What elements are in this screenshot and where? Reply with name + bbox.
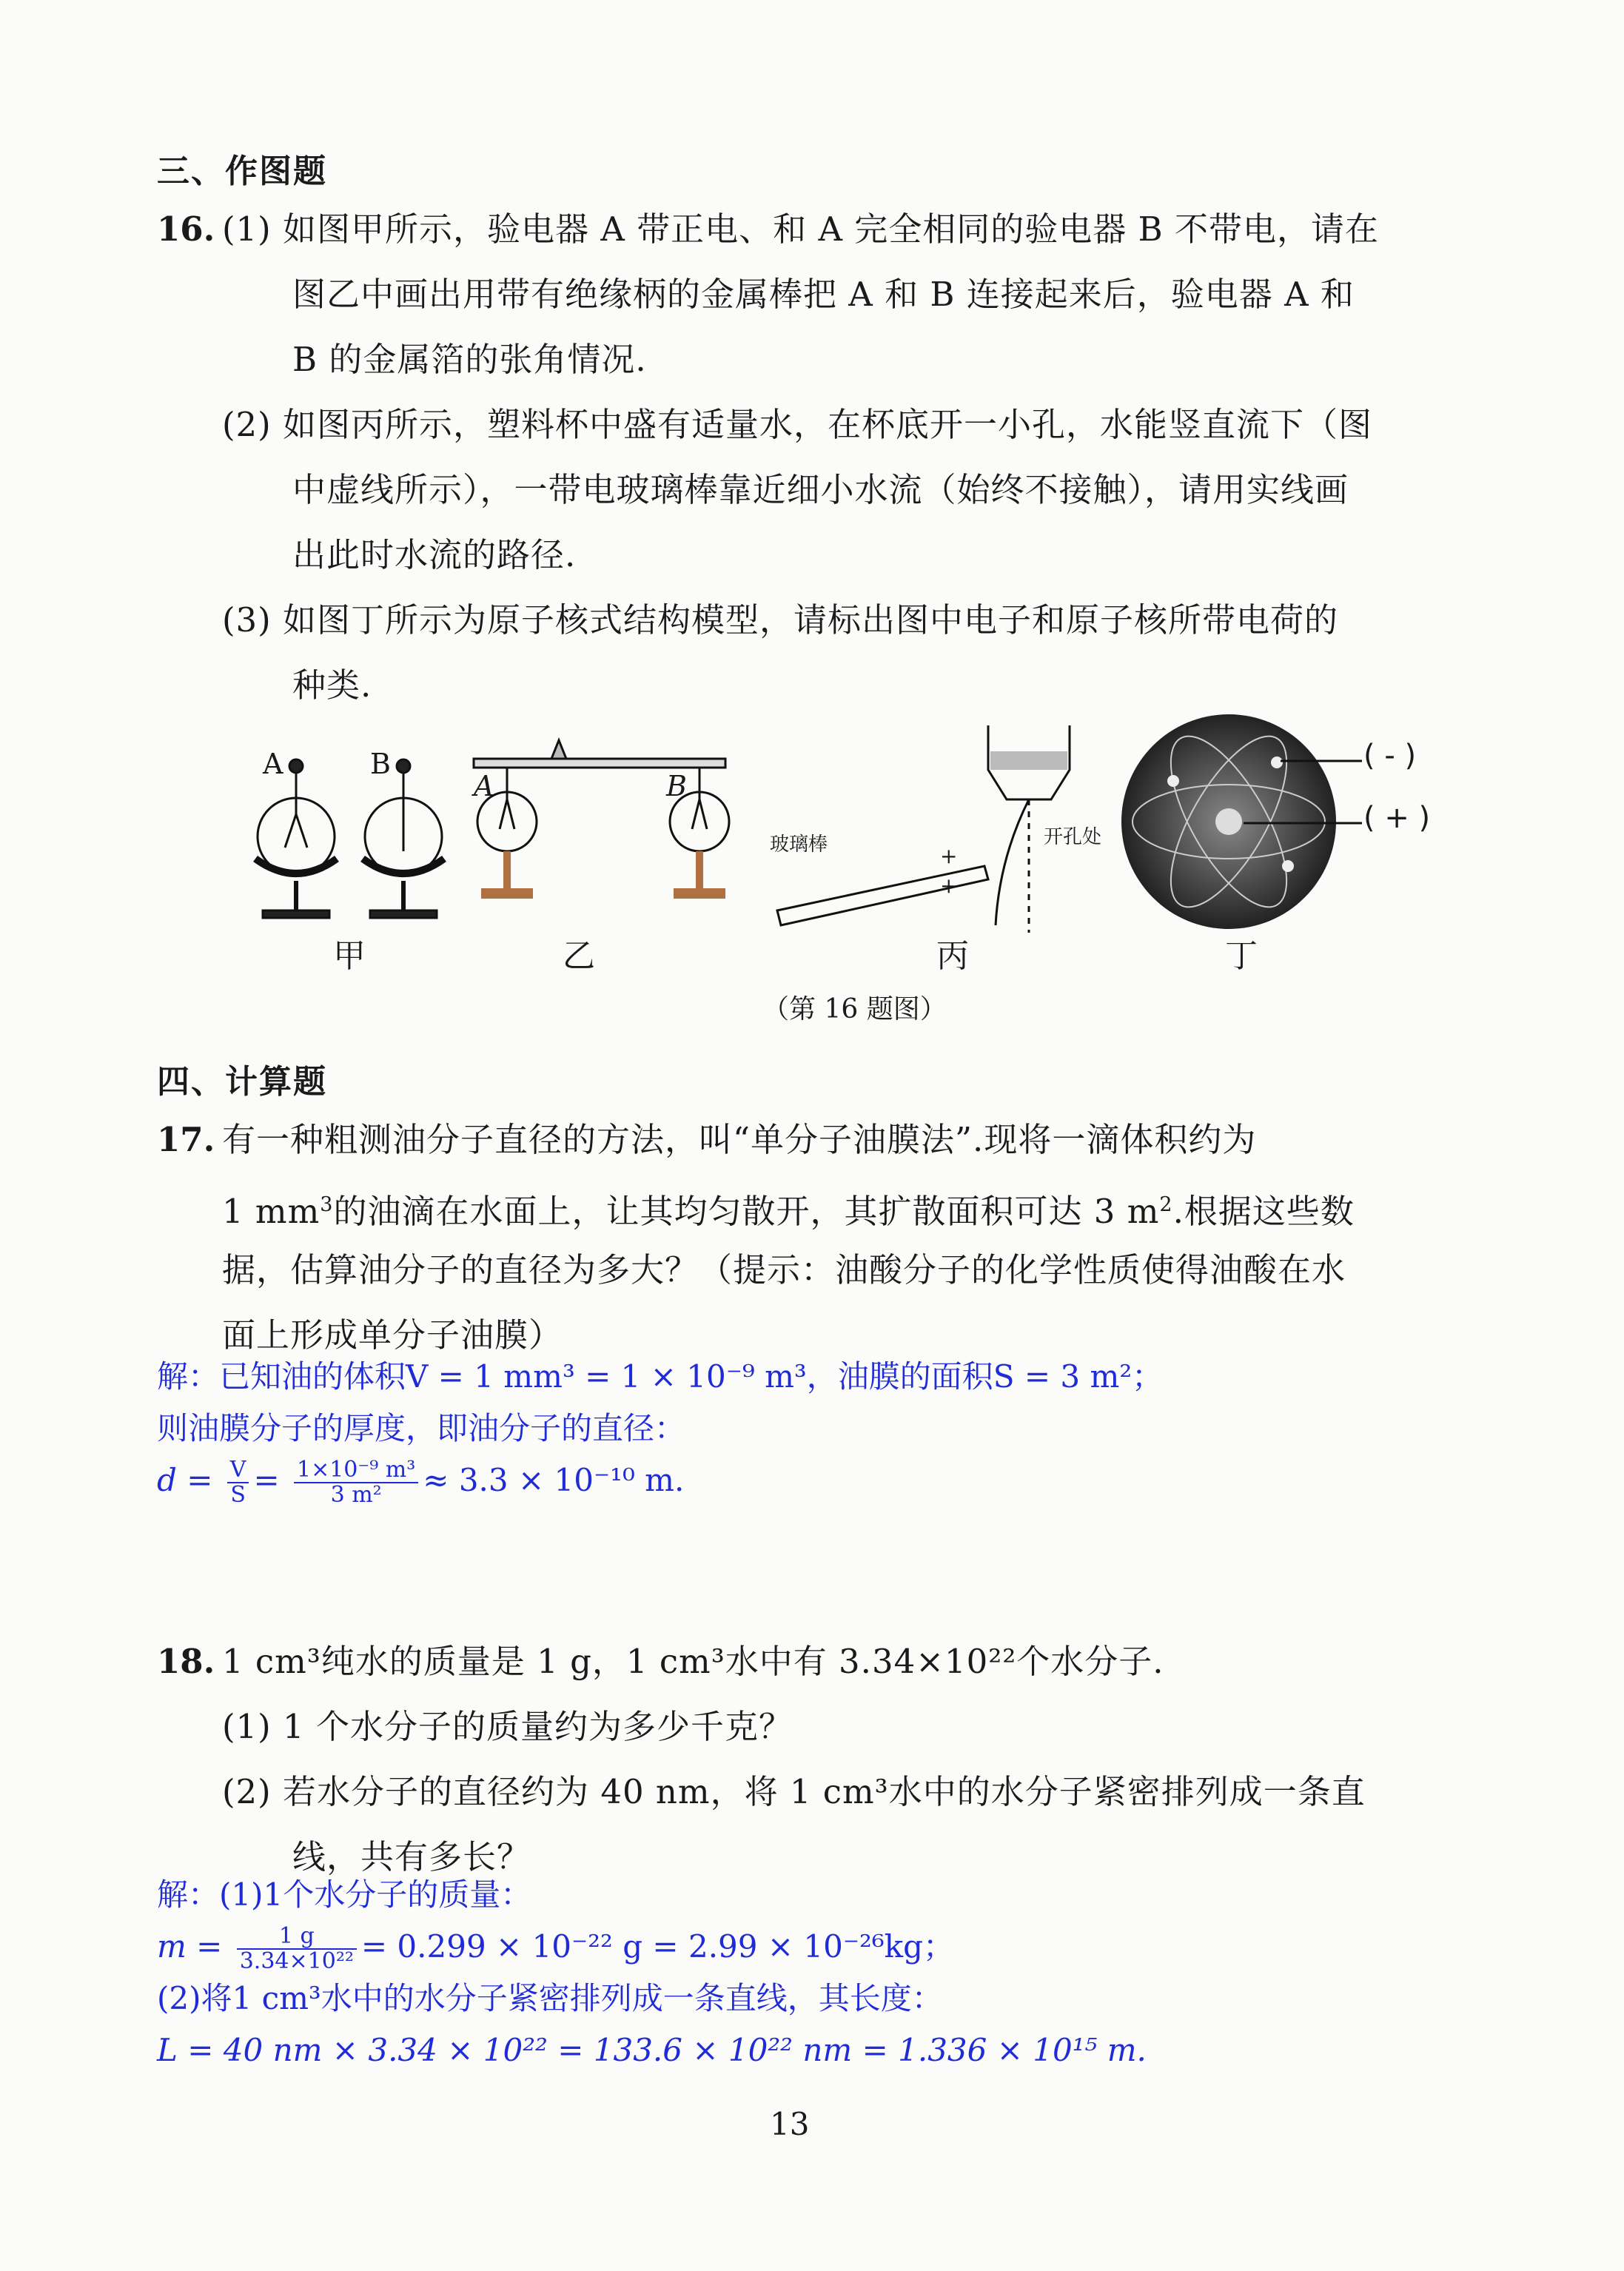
page-number: 13 <box>770 2106 810 2142</box>
q18-part1: (1) 1 个水分子的质量约为多少千克？ <box>222 1707 793 1746</box>
label-a: A <box>263 748 283 780</box>
label-b: B <box>370 748 391 780</box>
q17-answer-line1: 解：已知油的体积V = 1 mm³ = 1 × 10⁻⁹ m³，油膜的面积S = 3 m²； <box>157 1358 1164 1395</box>
label-jia: 甲 <box>333 937 366 975</box>
q17-line3: 据，估算油分子的直径为多大？（提示：油酸分子的化学性质使得油酸在水 <box>222 1250 1346 1289</box>
label-bing: 丙 <box>936 937 969 975</box>
q18-answer-line3: (2)将1 cm³水中的水分子紧密排列成一条直线，其长度： <box>157 1980 943 2016</box>
q18-part2-line1: (2) 若水分子的直径约为 40 nm，将 1 cm³水中的水分子紧密排列成一条直 <box>222 1772 1366 1811</box>
hole-label: 开孔处 <box>1044 826 1102 848</box>
q18-part2-line2: 线，共有多长？ <box>292 1837 531 1876</box>
q17-line4: 面上形成单分子油膜） <box>222 1315 563 1355</box>
q16-part3-line2: 种类. <box>292 665 372 705</box>
q17-line1: 有一种粗测油分子直径的方法，叫“单分子油膜法”.现将一滴体积约为 <box>222 1120 1257 1159</box>
label-a-yi: A <box>474 770 494 802</box>
glass-rod-label: 玻璃棒 <box>770 833 828 856</box>
q17-answer-line3: d = $\frac{V}{S}$ = $\frac{\text{1×10⁻⁹ m³}}{\text{3 m²}}$ ≈ 3.3 × 10⁻¹⁰ m. <box>157 1457 685 1508</box>
label-b-yi: B <box>666 770 687 802</box>
question-number-18: 18. <box>157 1642 215 1681</box>
electroscopes-connected-yi <box>474 740 729 899</box>
q17-line2: 1 $mm^3$的油滴在水面上，让其均匀散开，其扩散面积可达 3 $m^2$.根据这些数 <box>222 1192 1355 1231</box>
q16-part3-line1: (3) 如图丁所示为原子核式结构模型，请标出图中电子和原子核所带电荷的 <box>222 600 1339 640</box>
q18-answer-line2: m = $\frac{1 g}{\text{3.34×10²²}}$ = 0.299 × 10⁻²² g = 2.99 × 10⁻²⁶kg； <box>157 1923 955 1974</box>
q16-part1-line2: 图乙中画出用带有绝缘柄的金属棒把 A 和 B 连接起来后，验电器 A 和 <box>292 275 1355 314</box>
q18-answer-line4: L = 40 nm × 3.34 × 10²² = 133.6 × 10²² nm = 1.336 × 10¹⁵ m. <box>157 2032 1147 2068</box>
section-title-drawing: 三、作图题 <box>157 152 327 190</box>
q16-part2-line3: 出此时水流的路径. <box>292 535 577 574</box>
atom-model-ding <box>1121 714 1362 929</box>
q18-line1: 1 cm³纯水的质量是 1 g，1 cm³水中有 3.34×10²²个水分子. <box>222 1642 1164 1681</box>
electroscope-a-jia <box>255 759 337 918</box>
label-ding: 丁 <box>1225 937 1258 975</box>
q16-part2-line1: (2) 如图丙所示，塑料杯中盛有适量水，在杯底开一小孔，水能竖直流下（图 <box>222 405 1373 444</box>
q16-part1-line3: B 的金属箔的张角情况. <box>292 340 647 379</box>
q17-answer-line2: 则油膜分子的厚度，即油分子的直径： <box>157 1410 686 1446</box>
plus-sign-2: + <box>940 873 958 898</box>
question-number-17: 17. <box>157 1120 215 1159</box>
electroscope-b-jia <box>363 759 444 918</box>
figure-16 <box>244 711 1503 962</box>
section-title-calculation: 四、计算题 <box>157 1063 327 1101</box>
q16-part2-line2: 中虚线所示），一带电玻璃棒靠近细小水流（始终不接触），请用实线画 <box>292 470 1349 509</box>
plus-sign-1: + <box>940 844 958 868</box>
nucleus-charge-label: ( + ) <box>1363 801 1431 835</box>
q18-answer-line1: 解：(1)1个水分子的质量： <box>157 1876 532 1913</box>
q16-part1-line1: (1) 如图甲所示，验电器 A 带正电、和 A 完全相同的验电器 B 不带电，请在 <box>222 209 1379 249</box>
electron-charge-label: ( - ) <box>1363 739 1417 773</box>
figure-caption: （第 16 题图） <box>762 994 947 1024</box>
label-yi: 乙 <box>563 937 595 975</box>
question-number-16: 16. <box>157 209 215 249</box>
